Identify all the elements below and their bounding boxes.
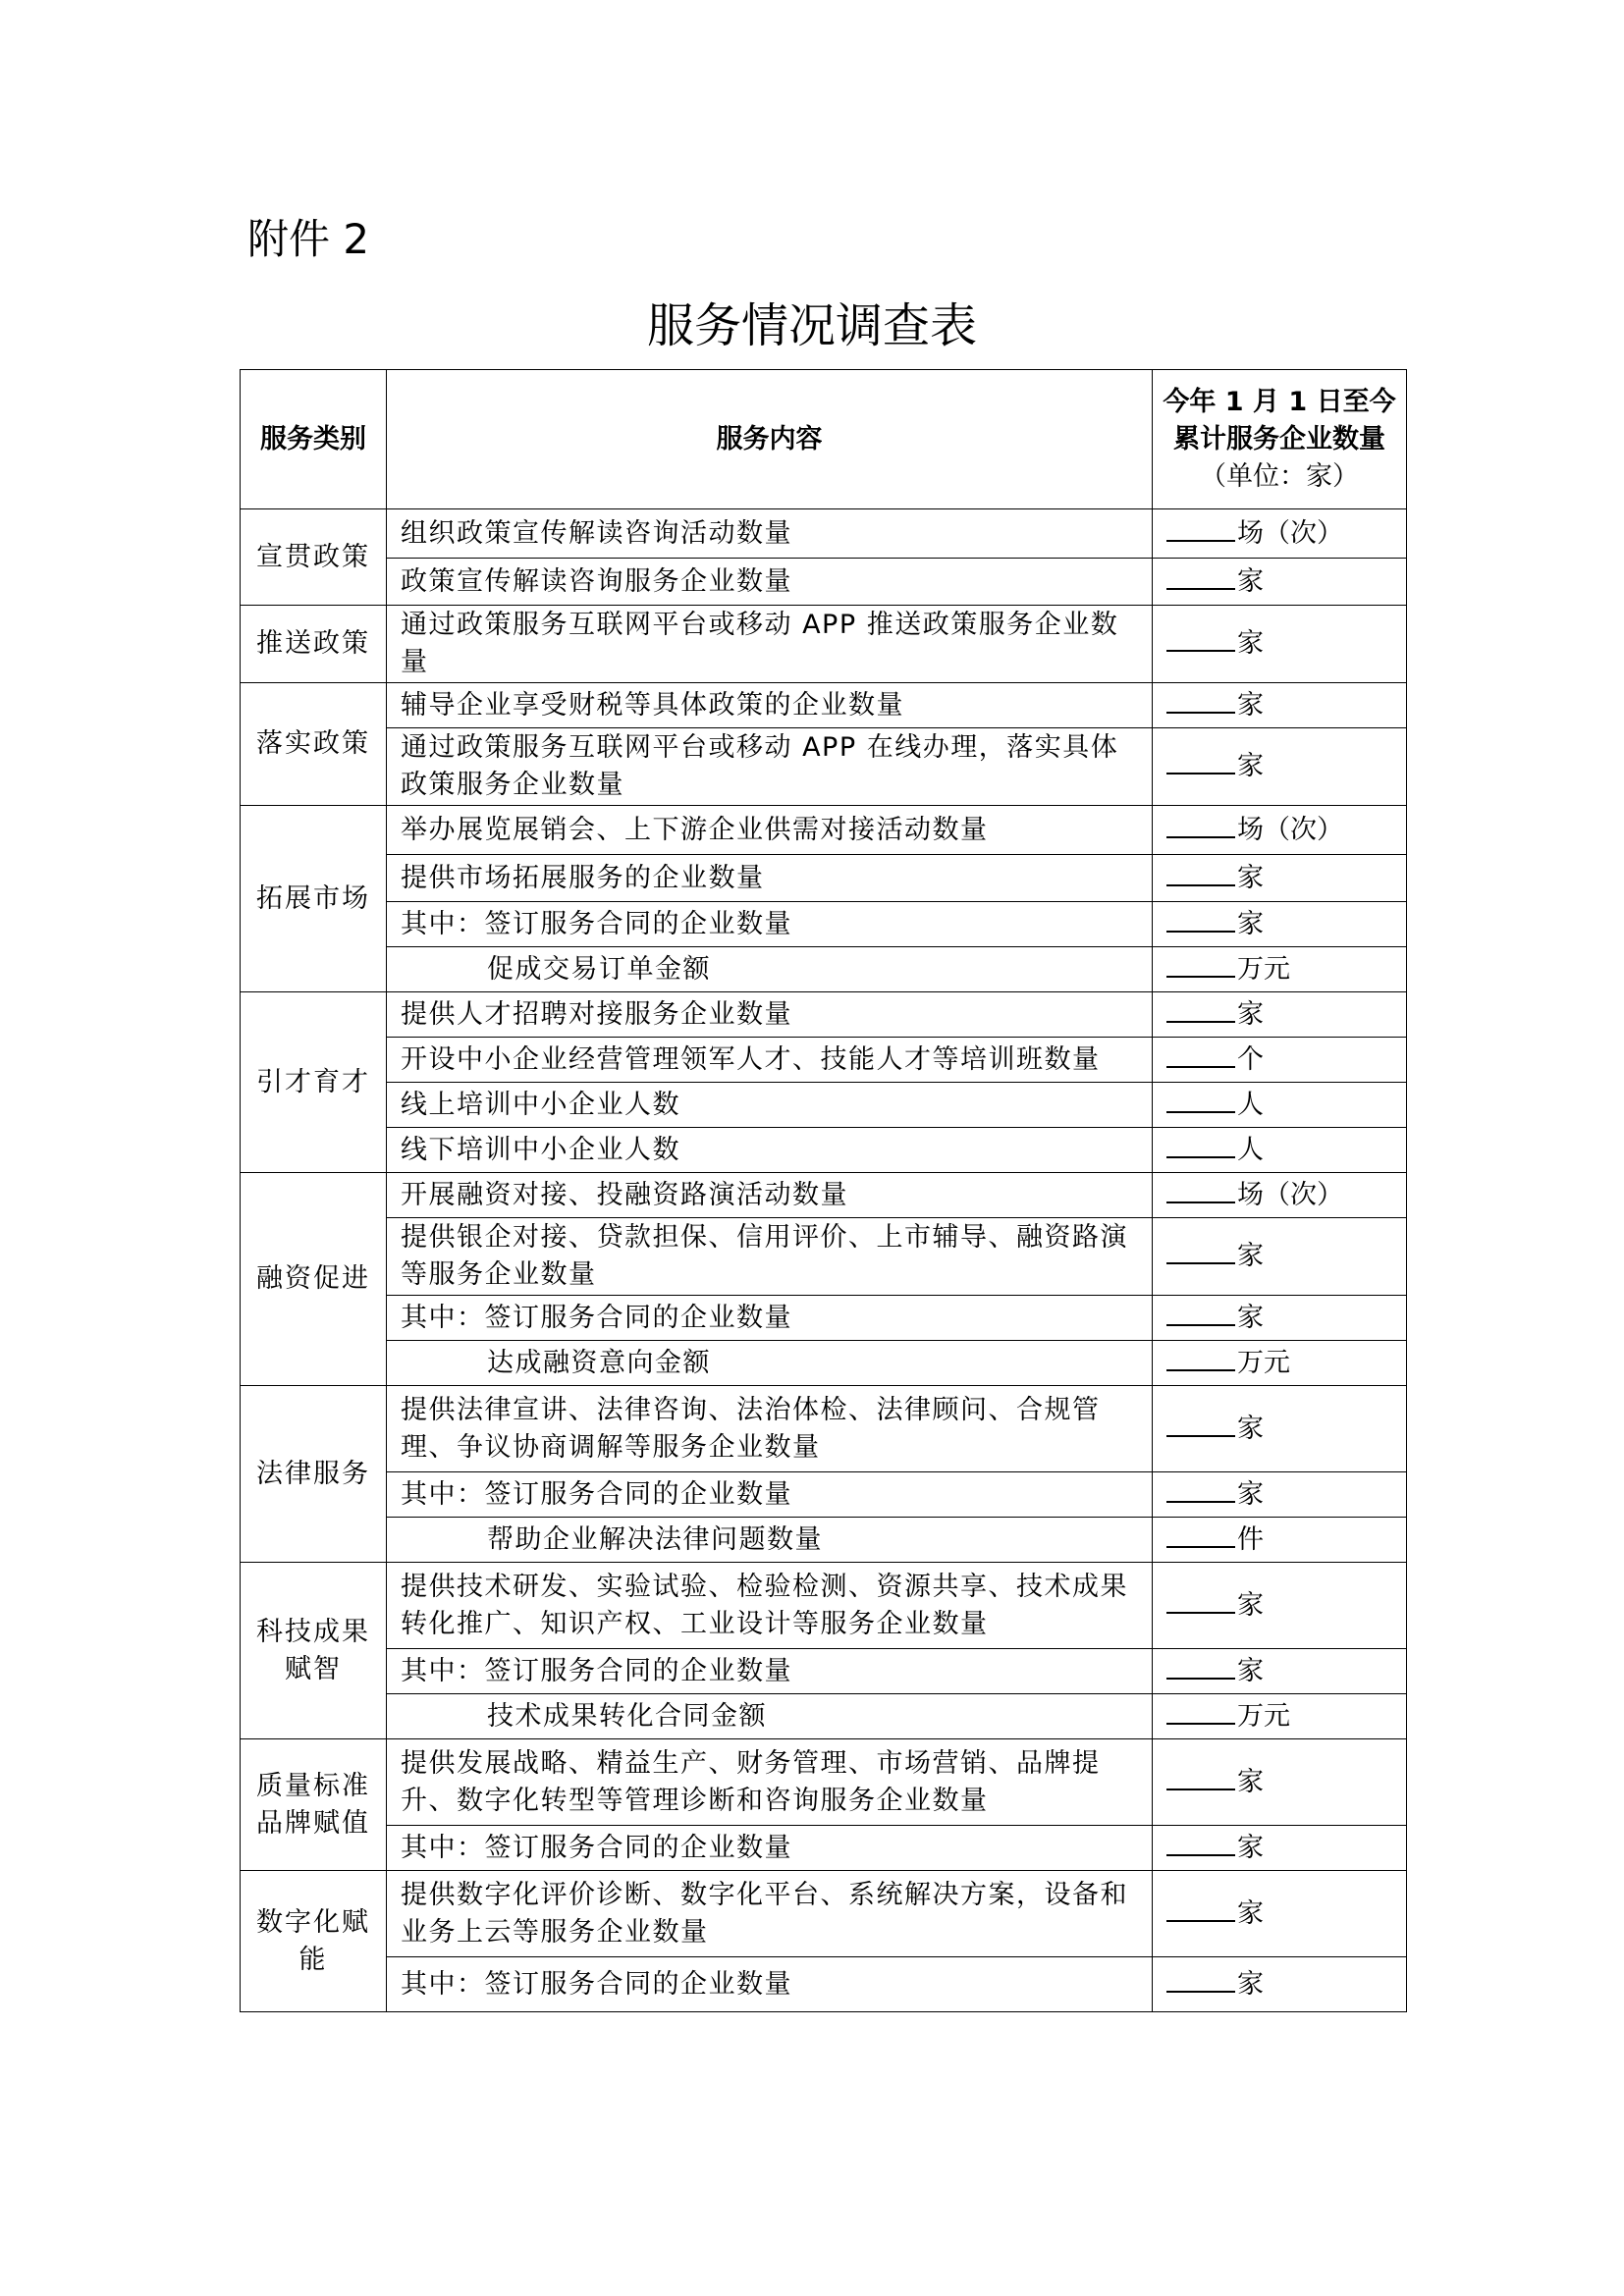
table-row: [241, 992, 1407, 1038]
service-item: 通过政策服务互联网平台或移动 APP 推送政策服务企业数量: [387, 606, 1153, 683]
service-item: 提供发展战略、精益生产、财务管理、市场营销、品牌提升、数字化转型等管理诊断和咨询服务企业数量: [387, 1739, 1153, 1826]
table-row: [241, 1826, 1407, 1871]
unit-label: 家: [1237, 628, 1264, 659]
fill-in-blank[interactable]: [1166, 997, 1235, 1023]
attachment-label: 附件 2: [247, 215, 370, 263]
fill-in-blank[interactable]: [1166, 1522, 1235, 1548]
unit-label: 场（次）: [1237, 1179, 1343, 1210]
service-category: 数字化赋能: [241, 1871, 387, 2012]
table-row: [241, 1296, 1407, 1341]
service-item: 其中：签订服务合同的企业数量: [387, 1957, 1153, 2012]
service-category: 科技成果赋智: [241, 1563, 387, 1739]
unit-label: 人: [1237, 1134, 1264, 1165]
unit-label: 场（次）: [1237, 814, 1343, 845]
table-row: [241, 1739, 1407, 1826]
unit-label: 场（次）: [1237, 517, 1343, 549]
unit-label: 家: [1237, 1241, 1264, 1271]
service-item: 举办展览展销会、上下游企业供需对接活动数量: [387, 806, 1153, 855]
service-category: 引才育才: [241, 992, 387, 1173]
service-category: 法律服务: [241, 1386, 387, 1563]
header-content: 服务内容: [387, 370, 1153, 509]
count-cell: [1153, 1386, 1407, 1472]
header-category: 服务类别: [241, 370, 387, 509]
header-row: [241, 370, 1407, 509]
count-cell: [1153, 1218, 1407, 1296]
count-cell: [1153, 606, 1407, 683]
table-row: [241, 855, 1407, 902]
table-row: [241, 1694, 1407, 1739]
table-row: [241, 902, 1407, 947]
header-count: [1153, 370, 1407, 509]
table-row: [241, 1518, 1407, 1563]
table-row: [241, 1386, 1407, 1472]
count-cell: [1153, 559, 1407, 606]
service-item: 提供技术研发、实验试验、检验检测、资源共享、技术成果转化推广、知识产权、工业设计等服务企业数量: [387, 1563, 1153, 1649]
service-category: 质量标准品牌赋值: [241, 1739, 387, 1871]
service-item: 线上培训中小企业人数: [387, 1083, 1153, 1128]
count-cell: [1153, 1173, 1407, 1218]
service-item: 提供市场拓展服务的企业数量: [387, 855, 1153, 902]
table-row: [241, 947, 1407, 992]
fill-in-blank[interactable]: [1166, 861, 1235, 886]
unit-label: 家: [1237, 1766, 1264, 1797]
document-title: 服务情况调查表: [646, 298, 977, 353]
service-category: 拓展市场: [241, 806, 387, 992]
table-row: [241, 606, 1407, 683]
table-row: [241, 806, 1407, 855]
unit-label: 万元: [1237, 1700, 1290, 1732]
fill-in-blank[interactable]: [1166, 813, 1235, 838]
count-cell: [1153, 1518, 1407, 1563]
fill-in-blank[interactable]: [1166, 907, 1235, 933]
header-count-unit: （单位：家）: [1200, 460, 1359, 492]
service-item: 其中：签订服务合同的企业数量: [387, 1296, 1153, 1341]
count-cell: [1153, 1472, 1407, 1518]
count-cell: [1153, 728, 1407, 806]
fill-in-blank[interactable]: [1166, 1654, 1235, 1680]
unit-label: 家: [1237, 1897, 1264, 1929]
count-cell: [1153, 1649, 1407, 1694]
unit-label: 家: [1237, 1302, 1264, 1333]
table-row: [241, 1218, 1407, 1296]
count-cell: [1153, 992, 1407, 1038]
count-cell: [1153, 1038, 1407, 1083]
fill-in-blank[interactable]: [1166, 1588, 1235, 1614]
fill-in-blank[interactable]: [1166, 1765, 1235, 1790]
service-item: 其中：签订服务合同的企业数量: [387, 902, 1153, 947]
service-category: 融资促进: [241, 1173, 387, 1386]
unit-label: 家: [1237, 565, 1264, 597]
service-category: 宣贯政策: [241, 509, 387, 606]
fill-in-blank[interactable]: [1166, 1042, 1235, 1068]
count-cell: [1153, 509, 1407, 559]
unit-label: 万元: [1237, 953, 1290, 985]
service-item: 提供数字化评价诊断、数字化平台、系统解决方案，设备和业务上云等服务企业数量: [387, 1871, 1153, 1957]
unit-label: 家: [1237, 1413, 1264, 1444]
service-item: 政策宣传解读咨询服务企业数量: [387, 559, 1153, 606]
fill-in-blank[interactable]: [1166, 1239, 1235, 1264]
fill-in-blank[interactable]: [1166, 1346, 1235, 1371]
service-item: 其中：签订服务合同的企业数量: [387, 1649, 1153, 1694]
service-category: 推送政策: [241, 606, 387, 683]
table-row: [241, 1128, 1407, 1173]
fill-in-blank[interactable]: [1166, 1133, 1235, 1158]
table-row: [241, 509, 1407, 559]
table-row: [241, 1563, 1407, 1649]
table-row: [241, 1871, 1407, 1957]
unit-label: 家: [1237, 1589, 1264, 1621]
service-item: 开设中小企业经营管理领军人才、技能人才等培训班数量: [387, 1038, 1153, 1083]
count-cell: [1153, 1826, 1407, 1871]
table-row: [241, 1649, 1407, 1694]
fill-in-blank[interactable]: [1166, 1088, 1235, 1113]
unit-label: 家: [1237, 998, 1264, 1030]
count-cell: [1153, 806, 1407, 855]
count-cell: [1153, 683, 1407, 728]
table-row: [241, 1038, 1407, 1083]
count-cell: [1153, 855, 1407, 902]
count-cell: [1153, 902, 1407, 947]
service-item: 通过政策服务互联网平台或移动 APP 在线办理，落实具体政策服务企业数量: [387, 728, 1153, 806]
table-row: [241, 1957, 1407, 2012]
fill-in-blank[interactable]: [1166, 1896, 1235, 1922]
unit-label: 家: [1237, 1478, 1264, 1510]
service-item: 提供人才招聘对接服务企业数量: [387, 992, 1153, 1038]
count-cell: [1153, 1739, 1407, 1826]
count-cell: [1153, 1957, 1407, 2012]
service-item: 开展融资对接、投融资路演活动数量: [387, 1173, 1153, 1218]
service-item: 组织政策宣传解读咨询活动数量: [387, 509, 1153, 559]
service-item: 帮助企业解决法律问题数量: [387, 1518, 1153, 1563]
fill-in-blank[interactable]: [1166, 1831, 1235, 1856]
fill-in-blank[interactable]: [1166, 1699, 1235, 1725]
table-row: [241, 559, 1407, 606]
unit-label: 家: [1237, 1832, 1264, 1863]
fill-in-blank[interactable]: [1166, 1477, 1235, 1503]
fill-in-blank[interactable]: [1166, 749, 1235, 774]
table-row: [241, 1341, 1407, 1386]
service-item: 技术成果转化合同金额: [387, 1694, 1153, 1739]
fill-in-blank[interactable]: [1166, 1967, 1235, 1993]
service-survey-table: [240, 369, 1407, 2012]
fill-in-blank[interactable]: [1166, 1412, 1235, 1437]
table-row: [241, 1173, 1407, 1218]
table-row: [241, 683, 1407, 728]
fill-in-blank[interactable]: [1166, 516, 1235, 542]
unit-label: 件: [1237, 1523, 1264, 1555]
count-cell: [1153, 1083, 1407, 1128]
fill-in-blank[interactable]: [1166, 626, 1235, 652]
service-item: 其中：签订服务合同的企业数量: [387, 1472, 1153, 1518]
count-cell: [1153, 1871, 1407, 1957]
count-cell: [1153, 1563, 1407, 1649]
unit-label: 家: [1237, 908, 1264, 939]
service-item: 提供银企对接、贷款担保、信用评价、上市辅导、融资路演等服务企业数量: [387, 1218, 1153, 1296]
service-item: 辅导企业享受财税等具体政策的企业数量: [387, 683, 1153, 728]
unit-label: 家: [1237, 1655, 1264, 1686]
fill-in-blank[interactable]: [1166, 952, 1235, 978]
unit-label: 家: [1237, 751, 1264, 781]
unit-label: 家: [1237, 689, 1264, 721]
service-item: 其中：签订服务合同的企业数量: [387, 1826, 1153, 1871]
count-cell: [1153, 1341, 1407, 1386]
unit-label: 家: [1237, 862, 1264, 893]
table-row: [241, 1472, 1407, 1518]
service-category: 落实政策: [241, 683, 387, 806]
service-item: 达成融资意向金额: [387, 1341, 1153, 1386]
service-item: 线下培训中小企业人数: [387, 1128, 1153, 1173]
fill-in-blank[interactable]: [1166, 1301, 1235, 1326]
header-count-main: 今年 1 月 1 日至今累计服务企业数量: [1163, 386, 1396, 454]
table-row: [241, 1083, 1407, 1128]
table-row: [241, 728, 1407, 806]
service-item: 提供法律宣讲、法律咨询、法治体检、法律顾问、合规管理、争议协商调解等服务企业数量: [387, 1386, 1153, 1472]
fill-in-blank[interactable]: [1166, 688, 1235, 714]
fill-in-blank[interactable]: [1166, 564, 1235, 590]
unit-label: 家: [1237, 1968, 1264, 2000]
count-cell: [1153, 947, 1407, 992]
fill-in-blank[interactable]: [1166, 1178, 1235, 1203]
count-cell: [1153, 1296, 1407, 1341]
table-body: [241, 509, 1407, 2012]
count-cell: [1153, 1128, 1407, 1173]
unit-label: 万元: [1237, 1347, 1290, 1378]
service-item: 促成交易订单金额: [387, 947, 1153, 992]
unit-label: 个: [1237, 1043, 1264, 1075]
unit-label: 人: [1237, 1089, 1264, 1120]
count-cell: [1153, 1694, 1407, 1739]
